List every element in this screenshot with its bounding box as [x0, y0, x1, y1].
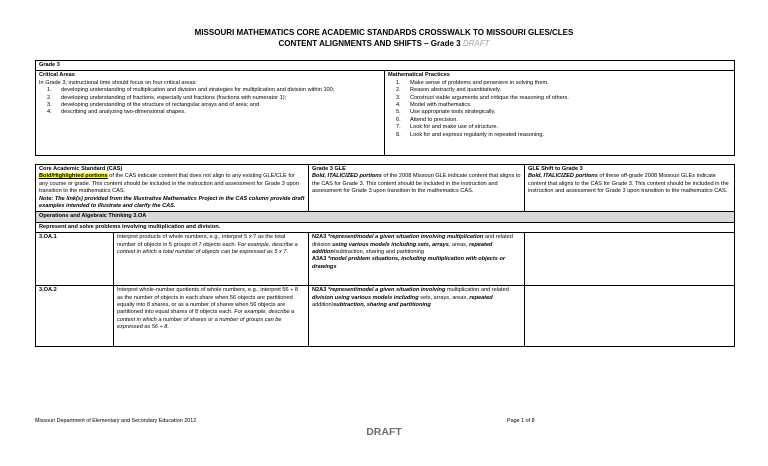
gle-description: Bold, ITALICIZED portions of the 2008 Missouri GLE indicate content that aligns to the CAS for Grade 3. This content should be included in the instruction and assessment for Grade 3 upon transition to the mathematics CAS.: [312, 173, 521, 195]
table-row: [36, 233, 735, 286]
practices-cell: [385, 71, 735, 156]
gle-header-cell: [309, 165, 525, 212]
gle-title: Grade 3 GLE: [312, 166, 346, 172]
list-item: 7. Look for and make use of structure.: [396, 124, 498, 131]
list-item: 2. developing understanding of fractions, especially unit fractions (fractions with numerator 1);: [47, 94, 287, 101]
cas-description: Bold/Highlighted portions of the CAS indicate content that does not align to any existing GLE/CLE for any course or grade. This content should be included in the instruction and assessment for Grade 3 upon transition to the mathematics CAS.: [39, 173, 299, 195]
list-item: 5. Use appropriate tools strategically.: [396, 109, 496, 116]
list-item: 3. Construct viable arguments and critique the reasoning of others.: [396, 94, 569, 101]
standard-code: 3.OA.2: [36, 286, 114, 347]
practices-list: [388, 80, 731, 139]
grade-heading: Grade 3: [36, 61, 735, 71]
page-number: Page 1 of 8: [507, 418, 535, 424]
gle-alignment: [309, 286, 525, 347]
gle-entry: N2A3 *represent/model a given situation involving multiplication and related division using various models including sets, arrays, areas, repeated addition/subtraction, sharing and partitioning: [312, 234, 513, 256]
standard-text: Interpret whole-number quotients of whole numbers, e.g., interpret 56 ÷ 8 as the number of objects in each share when 56 objects are partitioned equally into 8 shares, or as a number of shares when 56 objects are partitioned into equal shares of 8 objects each. For example, describe a context in which a number of shares or a number of groups can be expressed as 56 ÷ 8.: [114, 286, 309, 347]
cas-header-cell: [36, 165, 309, 212]
draft-tag: DRAFT: [462, 39, 490, 48]
page-header: [0, 27, 768, 49]
cas-note: Note: The link(s) provided from the Illustrative Mathematics Project in the CAS column provide draft examples intended to illustrate and clarify the CAS.: [39, 195, 305, 210]
gle-shift: [525, 233, 735, 286]
domain-heading: Operations and Algebraic Thinking 3.OA: [36, 212, 735, 222]
shift-header-cell: [525, 165, 735, 212]
list-item: 1. Make sense of problems and persevere in solving them.: [396, 79, 549, 86]
gle-alignment: [309, 233, 525, 286]
document-subtitle: CONTENT ALIGNMENTS AND SHIFTS – Grade 3 DRAFT: [278, 39, 490, 48]
standard-code: 3.OA.1: [36, 233, 114, 286]
list-item: 4. Model with mathematics.: [396, 102, 472, 109]
footer-publisher: Missouri Department of Elementary and Secondary Education 2012: [35, 418, 197, 424]
practices-title: Mathematical Practices: [388, 72, 450, 79]
list-item: 3. developing understanding of the structure of rectangular arrays and of area; and: [47, 102, 260, 109]
list-item: 8. Look for and express regularity in repeated reasoning.: [396, 131, 545, 138]
cas-title: Core Academic Standard (CAS): [39, 166, 123, 172]
shift-description: Bold, ITALICIZED portions of these off-grade 2008 Missouri GLEs indicate content that aligns to the CAS for Grade 3. This content should be included in the instruction and assessment for Grade 3 upon transition to the mathematics CAS.: [528, 173, 729, 195]
list-item: 1. developing understanding of multiplication and division and strategies for multiplication and division within 100;: [47, 87, 335, 94]
critical-areas-list: [39, 87, 381, 117]
highlight-key: Bold/Highlighted portions: [39, 173, 108, 180]
crosswalk-table: [35, 164, 735, 347]
list-item: 4. describing and analyzing two-dimensional shapes.: [47, 109, 186, 116]
list-item: 6. Attend to precision.: [396, 116, 458, 123]
grade-overview-table: [35, 60, 735, 156]
critical-areas-cell: [36, 71, 385, 156]
document-title: MISSOURI MATHEMATICS CORE ACADEMIC STANDARDS CROSSWALK TO MISSOURI GLES/CLES: [194, 28, 574, 37]
gle-shift: [525, 286, 735, 347]
table-row: [36, 286, 735, 347]
shift-title: GLE Shift to Grade 3: [528, 166, 583, 172]
list-item: 2. Reason abstractly and quantitatively.: [396, 87, 502, 94]
standard-text: Interpret products of whole numbers, e.g., interpret 5 x 7 as the total number of objects in 5 groups of 7 objects each. For example, describe a context in which a total number of objects can be expressed as 5 x 7.: [114, 233, 309, 286]
cluster-heading: Represent and solve problems involving multiplication and division.: [36, 222, 735, 232]
gle-entry: N2A3 *represent/model a given situation involving multiplication and related division using various models including sets, arrays, areas, repeated addition/subtraction, sharing and partitioning: [312, 287, 509, 309]
footer-draft-label: DRAFT: [366, 426, 402, 438]
critical-areas-title: Critical Areas: [39, 72, 75, 79]
gle-entry: A3A3 *model problem situations, including multiplication with objects or drawings: [312, 256, 506, 270]
critical-areas-intro: In Grade 3, instructional time should focus on four critical areas:: [39, 79, 197, 86]
